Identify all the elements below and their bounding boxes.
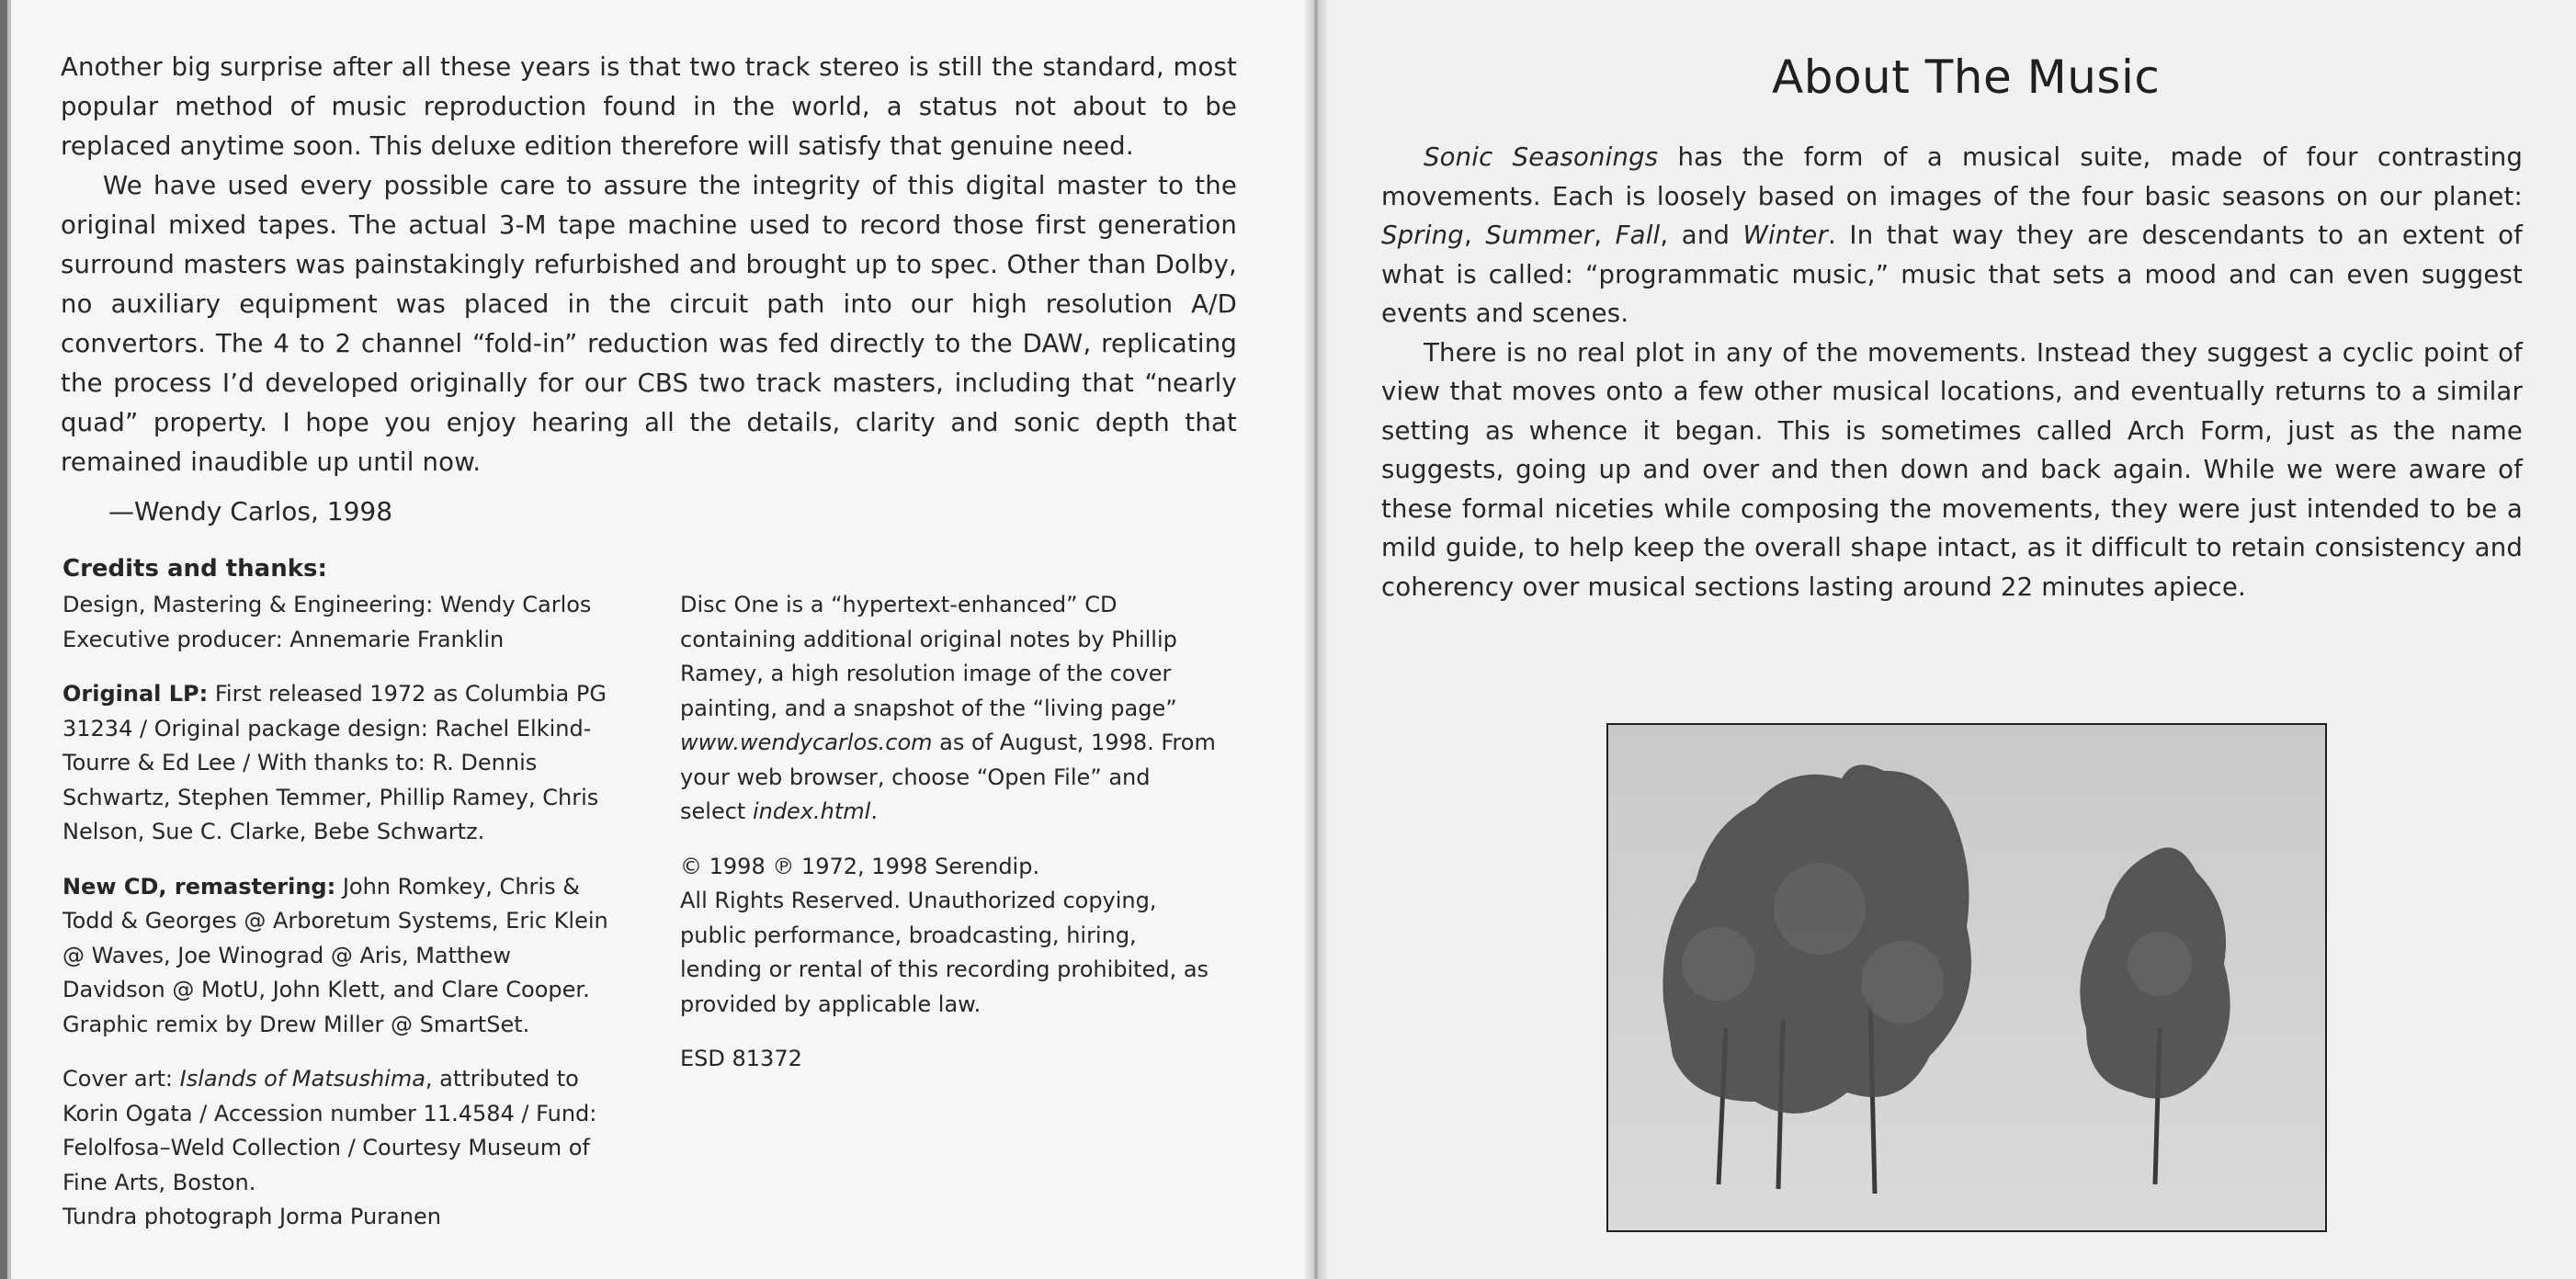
season-winter: Winter	[1742, 221, 1829, 250]
credits-design	[62, 588, 614, 657]
credits-column-left	[62, 588, 614, 1235]
credits-line-1: Design, Mastering & Engineering: Wendy Carlos	[62, 592, 592, 617]
cover-art-title: Islands of Matsushima	[179, 1066, 426, 1092]
tundra-credit: Tundra photograph Jorma Puranen	[62, 1204, 441, 1229]
cover-suffix: , attributed to Korin Ogata / Accession number 11.4584 / Fund: Felolfosa–Weld Collection / Courtesy Museum of Fine Arts, Boston.	[62, 1066, 597, 1195]
liner-paragraph-2: We have used every possible care to assure the integrity of this digital master to the original mixed tapes. The actual 3-M tape machine used to record those first generation surround masters was painstakingly refurbished and brought up to spec. Other than Dolby, no auxiliary equipment was placed in the circuit path into our high resolution A/D convertors. The 4 to 2 channel “fold-in” reduction was fed directly to the DAW, replicating the process I’d developed originally for our CBS two track masters, including that “nearly quad” property. I hope you enjoy hearing all the details, clarity and sonic depth that remained inaudible up until now.	[61, 171, 1237, 477]
page-edge-dark	[0, 0, 7, 1279]
cover-art-credits	[62, 1062, 614, 1235]
liner-notes-body	[61, 48, 1237, 482]
disc-mid: as of August, 1998. From your web browser, choose “Open File” and select	[680, 730, 1216, 824]
credits-column-right	[680, 588, 1218, 1097]
credits-heading: Credits and thanks:	[62, 555, 327, 583]
season-fall: Fall	[1615, 221, 1661, 250]
liner-paragraph-1: Another big surprise after all these years is that two track stereo is still the standard, most popular method of music reproduction found in the world, a status not about to be replaced anytime soon. This deluxe edition therefore will satisfy that genuine need.	[61, 52, 1237, 161]
page-edge-light	[7, 0, 11, 1279]
original-lp-credits	[62, 677, 614, 850]
copyright-block	[680, 850, 1218, 1023]
season-spring: Spring	[1381, 221, 1464, 250]
credits-line-2: Executive producer: Annemarie Franklin	[62, 626, 505, 652]
original-lp-text: First released 1972 as Columbia PG 31234 / Original package design: Rachel Elkind-Tourre & Ed Lee / With thanks to: R. Dennis Schwartz, Stephen Temmer, Phillip Ramey, Chris Nelson, Sue C. Clarke, Bebe Schwartz.	[62, 681, 607, 844]
about-paragraph-1	[1381, 138, 2523, 334]
about-paragraph-2: There is no real plot in any of the movements. Instead they suggest a cyclic point of view that moves onto a few other musical locations, and eventually returns to a similar setting as whence it began. This is sometimes called Arch Form, just as the name suggests, going up and over and then down and back again. While we were aware of these formal niceties while composing the movements, they were just intended to be a mild guide, to help keep the overall shape intact, as it difficult to retain consistency and coherency over musical sections lasting around 22 minutes apiece.	[1381, 337, 2523, 602]
signature: —Wendy Carlos, 1998	[108, 496, 393, 526]
new-cd-label: New CD, remastering:	[62, 873, 336, 900]
copyright-line: © 1998 ℗ 1972, 1998 Serendip.	[680, 853, 1040, 879]
website-url: www.wendycarlos.com	[680, 730, 933, 755]
new-cd-credits	[62, 870, 614, 1043]
page-title: About The Music	[1772, 51, 2161, 104]
page-fold	[1303, 0, 1329, 1279]
original-lp-label: Original LP:	[62, 681, 209, 707]
p1-sep-2: ,	[1594, 221, 1616, 250]
p1-text-a: has the form of a musical suite, made of four contrasting movements. Each is loosely based on images of the four basic seasons on our planet:	[1381, 142, 2523, 211]
about-music-body	[1381, 138, 2523, 606]
p1-sep-1: ,	[1463, 221, 1486, 250]
trees-photograph	[1606, 723, 2327, 1232]
season-summer: Summer	[1485, 221, 1594, 250]
disc-end: .	[870, 798, 878, 824]
p1-text-b: . In that way they are descendants to an extent of what is called: “programmatic music,” music that sets a mood and can even suggest events and scenes.	[1381, 221, 2524, 328]
catalog-number: ESD 81372	[680, 1046, 802, 1071]
new-cd-text: John Romkey, Chris & Todd & Georges @ Arboretum Systems, Eric Klein @ Waves, Joe Winograd @ Aris, Matthew Davidson @ MotU, John Klett, and Clare Cooper. Graphic remix by Drew Miller @ SmartSet.	[62, 873, 608, 1037]
album-title: Sonic Seasonings	[1424, 142, 1659, 172]
disc-intro: Disc One is a “hypertext-enhanced” CD containing additional original notes by Phillip Ramey, a high resolution image of the cover painting, and a snapshot of the “living page”	[680, 592, 1177, 721]
trees-illustration	[1608, 725, 2325, 1230]
disc-one-note	[680, 588, 1218, 830]
rights-text: All Rights Reserved. Unauthorized copying, public performance, broadcasting, hiring, lending or rental of this recording prohibited, as provided by applicable law.	[680, 888, 1209, 1017]
p1-and: , and	[1660, 221, 1743, 250]
index-file: index.html	[752, 798, 871, 824]
cover-prefix: Cover art:	[62, 1066, 180, 1092]
